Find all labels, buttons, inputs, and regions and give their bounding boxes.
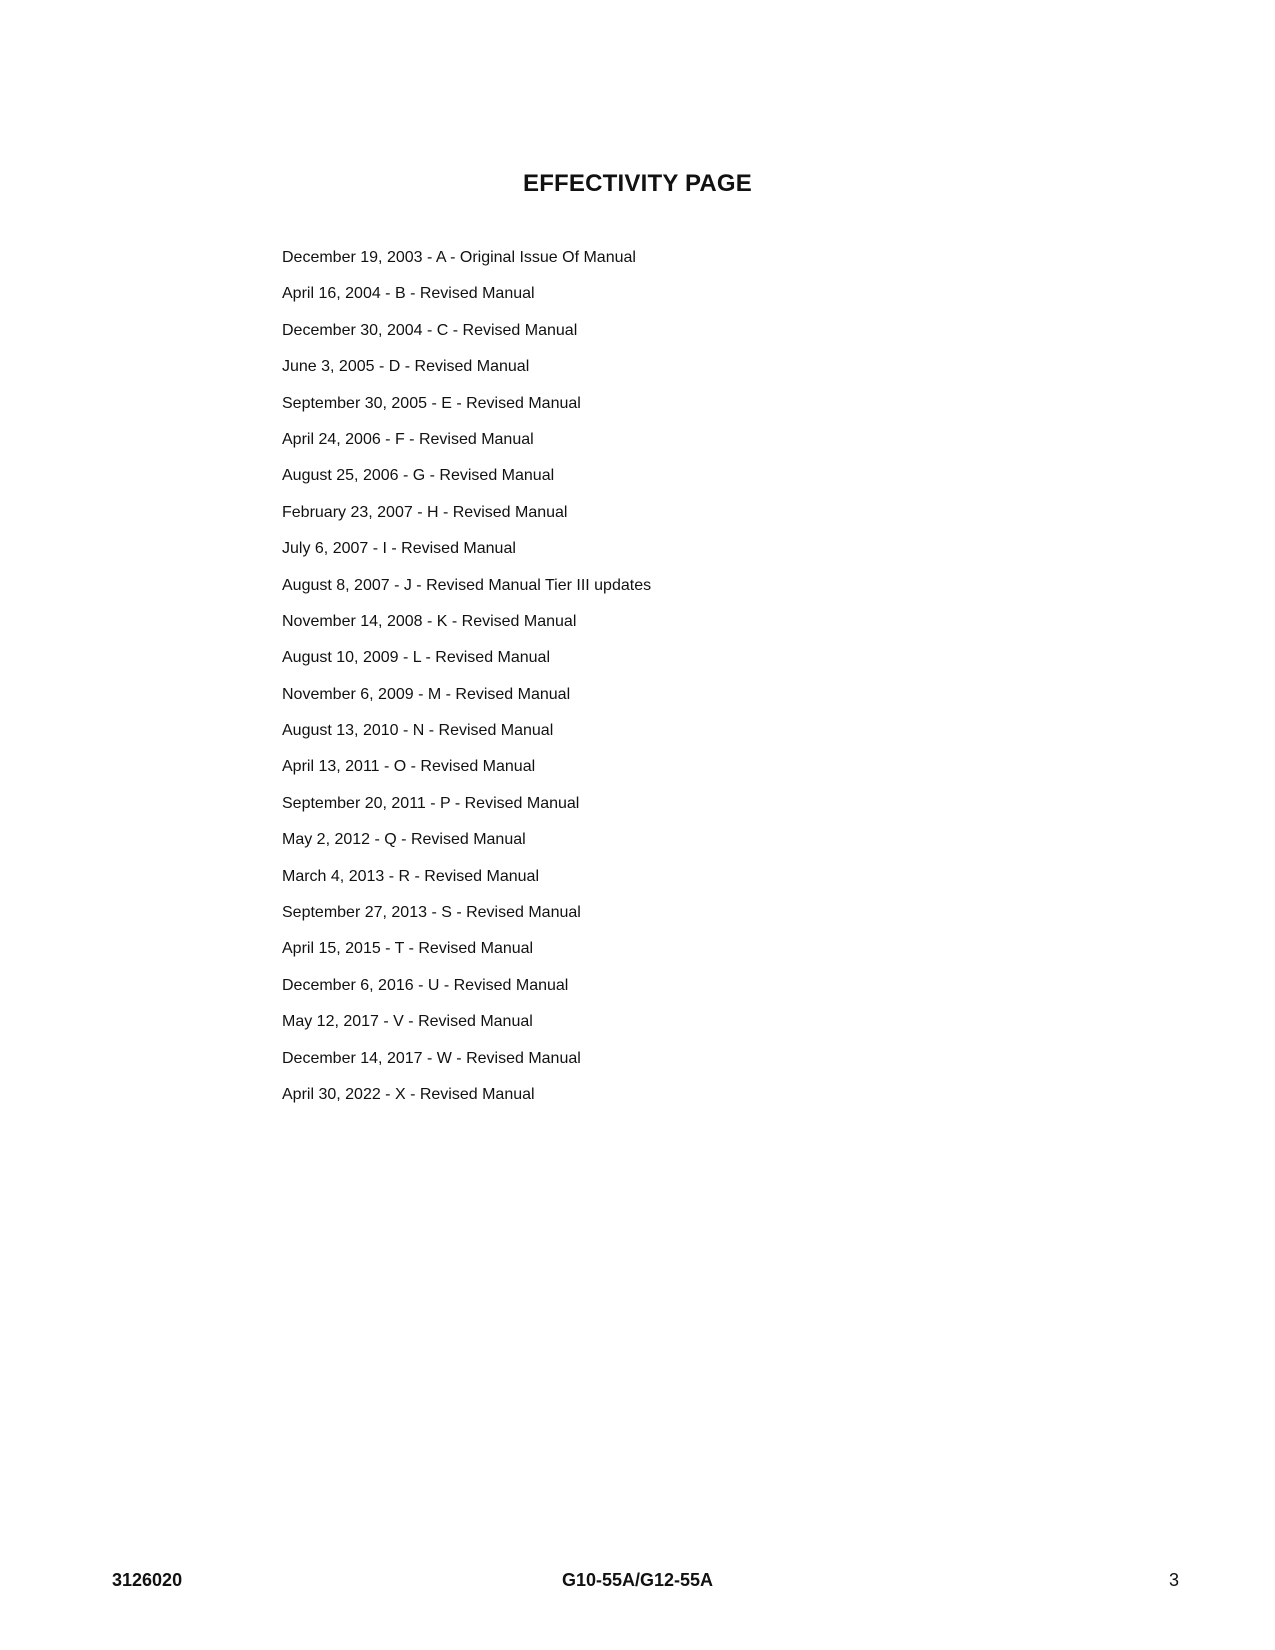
revision-entry: August 10, 2009 - L - Revised Manual [282, 649, 551, 667]
revision-entry: September 30, 2005 - E - Revised Manual [282, 394, 581, 412]
footer-model: G10-55A/G12-55A [561, 1570, 714, 1590]
revision-entry: December 6, 2016 - U - Revised Manual [282, 976, 569, 994]
revision-entry: February 23, 2007 - H - Revised Manual [282, 503, 568, 521]
revision-entry: September 27, 2013 - S - Revised Manual [282, 904, 581, 922]
revision-entry: May 12, 2017 - V - Revised Manual [282, 1013, 533, 1031]
revision-entry: April 30, 2022 - X - Revised Manual [282, 1085, 535, 1103]
revision-entry: August 13, 2010 - N - Revised Manual [282, 722, 554, 740]
revision-entry: August 25, 2006 - G - Revised Manual [282, 467, 555, 485]
revision-entry: December 30, 2004 - C - Revised Manual [282, 321, 578, 339]
page-footer [0, 1570, 1275, 1594]
revision-entry: May 2, 2012 - Q - Revised Manual [282, 831, 526, 849]
revision-entry: April 15, 2015 - T - Revised Manual [282, 940, 534, 958]
revision-entry: July 6, 2007 - I - Revised Manual [282, 540, 516, 558]
revision-entry: March 4, 2013 - R - Revised Manual [282, 867, 539, 885]
footer-page-number: 3 [1168, 1570, 1179, 1590]
revision-entry: June 3, 2005 - D - Revised Manual [282, 358, 530, 376]
page-title: EFFECTIVITY PAGE [522, 170, 752, 197]
revision-entry: April 16, 2004 - B - Revised Manual [282, 285, 535, 303]
revision-list [282, 248, 651, 1121]
revision-entry: December 19, 2003 - A - Original Issue Of Manual [282, 249, 636, 266]
revision-entry: November 14, 2008 - K - Revised Manual [282, 612, 577, 630]
revision-entry: December 14, 2017 - W - Revised Manual [282, 1049, 581, 1067]
revision-entry: August 8, 2007 - J - Revised Manual Tier III updates [282, 576, 652, 594]
revision-entry: September 20, 2011 - P - Revised Manual [282, 794, 580, 812]
revision-entry: November 6, 2009 - M - Revised Manual [282, 685, 571, 703]
revision-entry: April 13, 2011 - O - Revised Manual [282, 758, 536, 776]
revision-entry: April 24, 2006 - F - Revised Manual [282, 430, 534, 448]
footer-part-number: 3126020 [112, 1570, 183, 1590]
